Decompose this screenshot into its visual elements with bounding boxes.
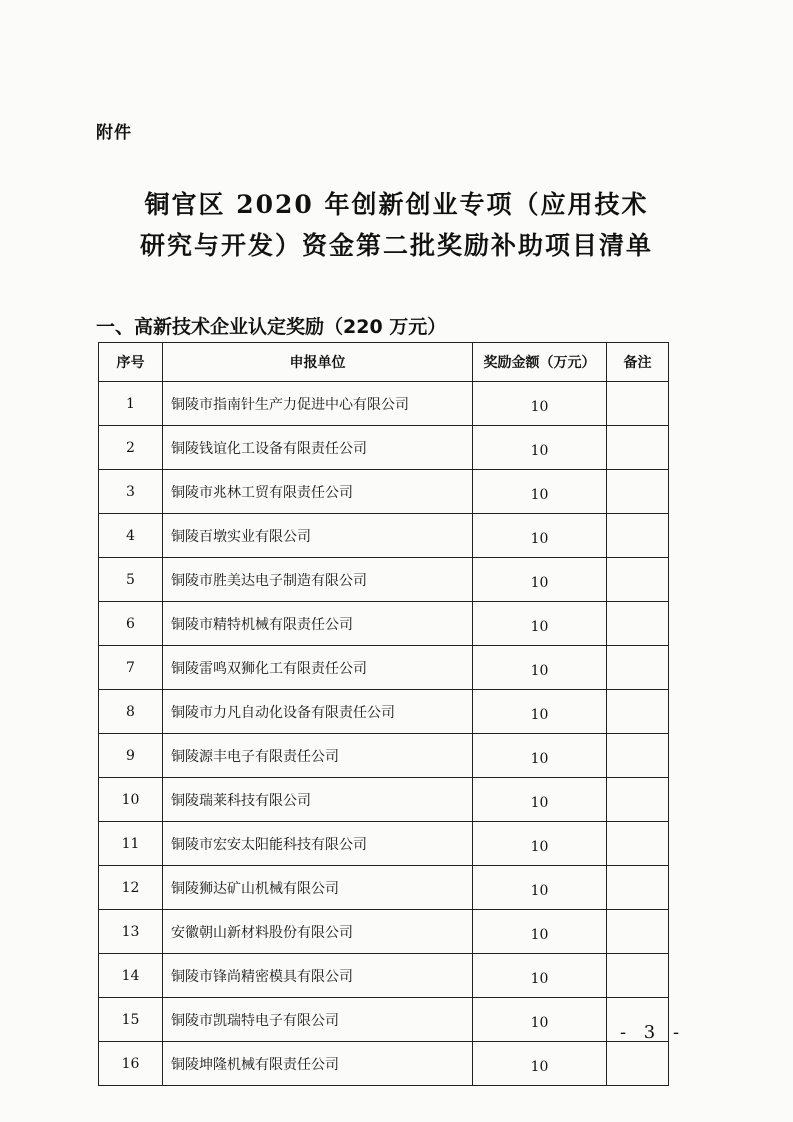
- cell-amount: 10: [473, 426, 607, 470]
- table-row: [99, 602, 669, 646]
- attachment-label: 附件: [96, 123, 132, 143]
- table-row: [99, 866, 669, 910]
- table-header-row: [99, 343, 669, 382]
- cell-amount: 10: [473, 690, 607, 734]
- header-amount: 奖励金额（万元）: [473, 343, 607, 382]
- cell-serial: 9: [99, 734, 163, 778]
- document-title-line-2: 研究与开发）资金第二批奖励补助项目清单: [139, 231, 653, 260]
- cell-note: [607, 690, 669, 734]
- table-row: [99, 690, 669, 734]
- cell-serial: 14: [99, 954, 163, 998]
- table-row: [99, 822, 669, 866]
- cell-company: 铜陵市宏安太阳能科技有限公司: [163, 822, 473, 866]
- table-row: [99, 954, 669, 998]
- cell-amount: 10: [473, 822, 607, 866]
- cell-note: [607, 734, 669, 778]
- cell-note: [607, 954, 669, 998]
- cell-note: [607, 426, 669, 470]
- cell-note: [607, 382, 669, 426]
- cell-note: [607, 910, 669, 954]
- cell-company: 铜陵瑞莱科技有限公司: [163, 778, 473, 822]
- cell-serial: 7: [99, 646, 163, 690]
- cell-note: [607, 470, 669, 514]
- cell-company: 铜陵市凯瑞特电子有限公司: [163, 998, 473, 1042]
- table-row: [99, 778, 669, 822]
- cell-serial: 13: [99, 910, 163, 954]
- page-number: - 3 -: [620, 1022, 686, 1043]
- cell-amount: 10: [473, 734, 607, 778]
- cell-amount: 10: [473, 514, 607, 558]
- cell-amount: 10: [473, 778, 607, 822]
- cell-company: 铜陵源丰电子有限责任公司: [163, 734, 473, 778]
- section-heading: 一、高新技术企业认定奖励（220 万元）: [96, 316, 447, 338]
- cell-serial: 3: [99, 470, 163, 514]
- cell-company: 铜陵坤隆机械有限责任公司: [163, 1042, 473, 1086]
- table-row: [99, 470, 669, 514]
- table-row: [99, 382, 669, 426]
- table-row: [99, 998, 669, 1042]
- cell-note: [607, 514, 669, 558]
- cell-note: [607, 866, 669, 910]
- cell-note: [607, 778, 669, 822]
- cell-amount: 10: [473, 954, 607, 998]
- table-row: [99, 514, 669, 558]
- table-row: [99, 734, 669, 778]
- header-serial: 序号: [99, 343, 163, 382]
- cell-company: 铜陵市精特机械有限责任公司: [163, 602, 473, 646]
- table-row: [99, 426, 669, 470]
- table-row: [99, 646, 669, 690]
- cell-company: 铜陵市兆林工贸有限责任公司: [163, 470, 473, 514]
- cell-amount: 10: [473, 470, 607, 514]
- cell-amount: 10: [473, 602, 607, 646]
- cell-amount: 10: [473, 998, 607, 1042]
- table-row: [99, 558, 669, 602]
- cell-serial: 4: [99, 514, 163, 558]
- cell-company: 铜陵市锋尚精密模具有限公司: [163, 954, 473, 998]
- cell-serial: 8: [99, 690, 163, 734]
- header-note: 备注: [607, 343, 669, 382]
- cell-amount: 10: [473, 382, 607, 426]
- header-company: 申报单位: [163, 343, 473, 382]
- cell-company: 铜陵狮达矿山机械有限公司: [163, 866, 473, 910]
- cell-serial: 1: [99, 382, 163, 426]
- cell-company: 铜陵百墩实业有限公司: [163, 514, 473, 558]
- cell-note: [607, 646, 669, 690]
- cell-serial: 2: [99, 426, 163, 470]
- cell-serial: 16: [99, 1042, 163, 1086]
- award-table: [98, 342, 669, 1086]
- cell-note: [607, 822, 669, 866]
- cell-company: 安徽朝山新材料股份有限公司: [163, 910, 473, 954]
- cell-company: 铜陵钱谊化工设备有限责任公司: [163, 426, 473, 470]
- cell-serial: 11: [99, 822, 163, 866]
- cell-serial: 5: [99, 558, 163, 602]
- cell-amount: 10: [473, 1042, 607, 1086]
- cell-amount: 10: [473, 558, 607, 602]
- cell-serial: 10: [99, 778, 163, 822]
- cell-amount: 10: [473, 646, 607, 690]
- table-body: [99, 382, 669, 1086]
- cell-note: [607, 558, 669, 602]
- cell-serial: 12: [99, 866, 163, 910]
- cell-company: 铜陵雷鸣双狮化工有限责任公司: [163, 646, 473, 690]
- table-row: [99, 910, 669, 954]
- cell-note: [607, 1042, 669, 1086]
- cell-company: 铜陵市胜美达电子制造有限公司: [163, 558, 473, 602]
- cell-amount: 10: [473, 910, 607, 954]
- document-title-line-1: 铜官区 2020 年创新创业专项（应用技术: [144, 190, 649, 219]
- cell-note: [607, 602, 669, 646]
- cell-company: 铜陵市力凡自动化设备有限责任公司: [163, 690, 473, 734]
- cell-amount: 10: [473, 866, 607, 910]
- table-row: [99, 1042, 669, 1086]
- cell-serial: 6: [99, 602, 163, 646]
- cell-company: 铜陵市指南针生产力促进中心有限公司: [163, 382, 473, 426]
- cell-serial: 15: [99, 998, 163, 1042]
